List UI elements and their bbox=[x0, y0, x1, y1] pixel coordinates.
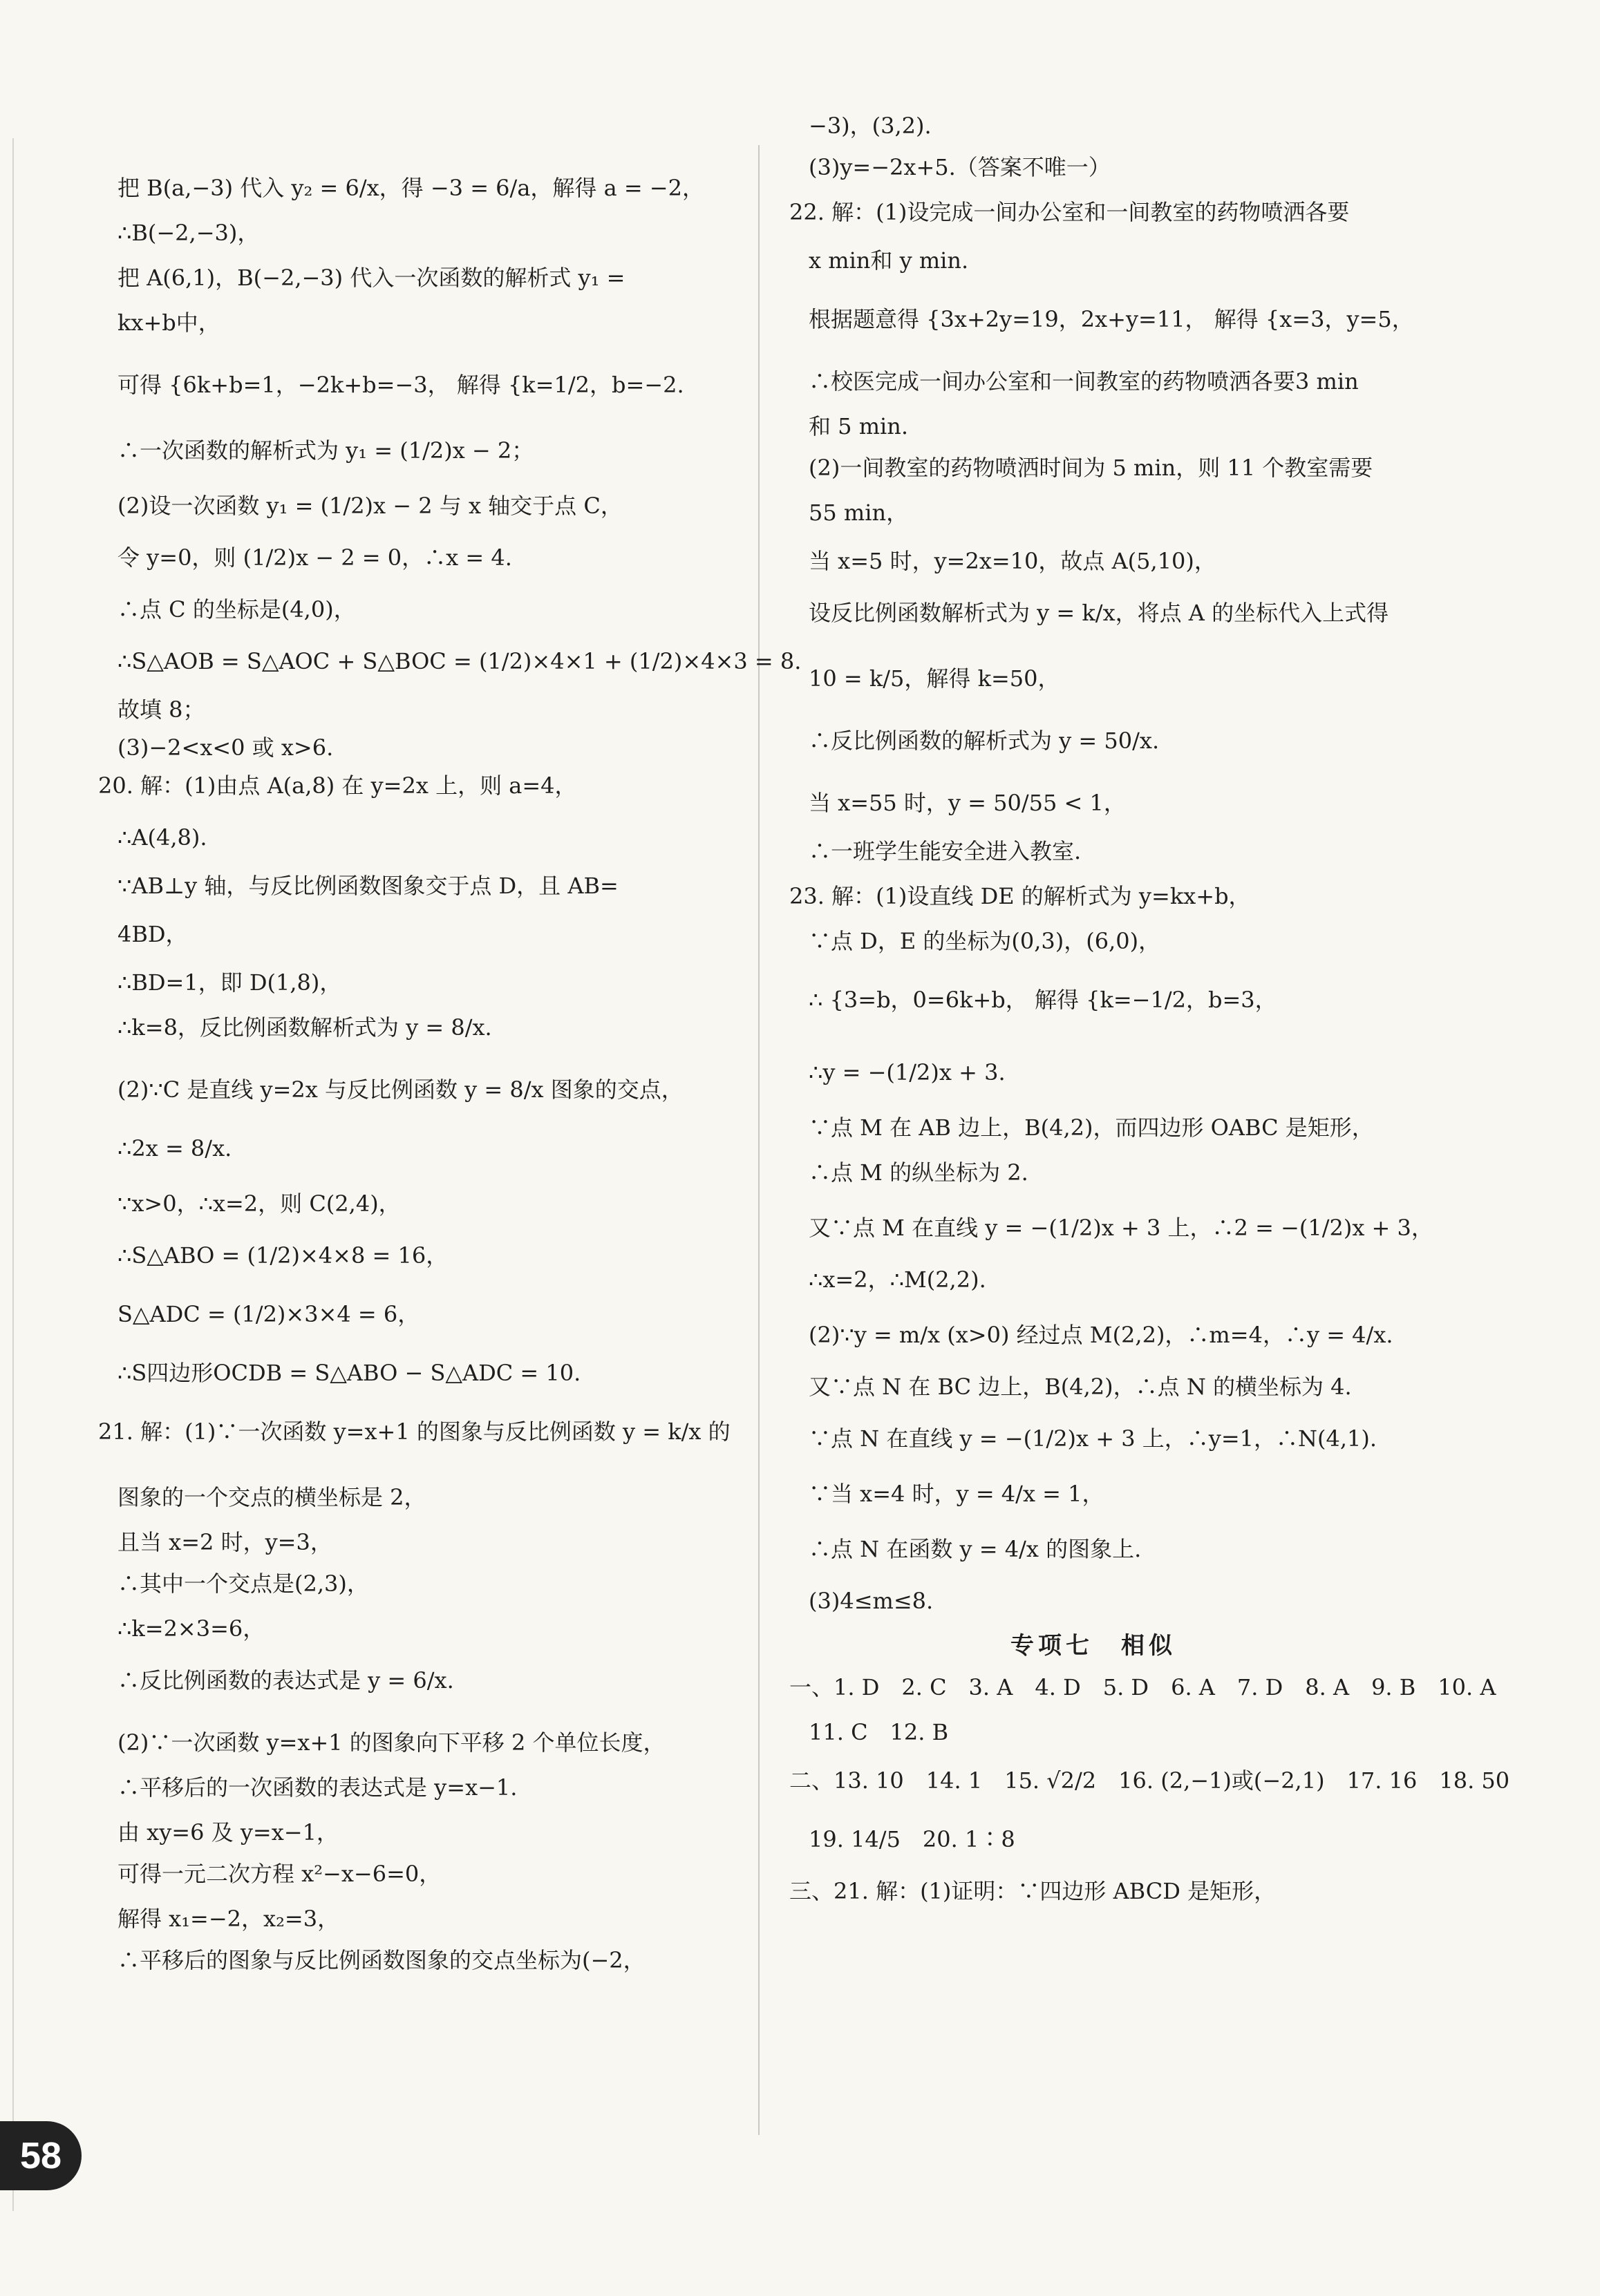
right-line: 10 = k/5，解得 k=50， bbox=[809, 665, 1060, 692]
left-line: (3)−2<x<0 或 x>6. bbox=[117, 734, 334, 761]
left-line: 故填 8； bbox=[117, 696, 205, 723]
right-line: 当 x=5 时，y=2x=10，故点 A(5,10)， bbox=[809, 548, 1216, 574]
left-line: 图象的一个交点的横坐标是 2， bbox=[117, 1484, 426, 1510]
left-line: 且当 x=2 时，y=3， bbox=[117, 1529, 332, 1555]
right-line: (3)4≤m≤8. bbox=[809, 1588, 934, 1614]
page-number-badge bbox=[0, 2121, 82, 2190]
right-line: ∴反比例函数的解析式为 y = 50/x. bbox=[809, 728, 1160, 754]
right-line: 22. 解：(1)设完成一间办公室和一间教室的药物喷洒各要 bbox=[789, 199, 1350, 225]
left-line: 解得 x₁=−2，x₂=3， bbox=[117, 1906, 340, 1932]
right-line: 根据题意得 {3x+2y=19，2x+y=11， 解得 {x=3，y=5， bbox=[809, 306, 1414, 332]
left-line: ∴A(4,8). bbox=[117, 824, 207, 851]
right-line: 一、1. D 2. C 3. A 4. D 5. D 6. A 7. D 8. A 9. B 10. A bbox=[789, 1674, 1496, 1700]
left-line: ∴点 C 的坐标是(4,0)， bbox=[117, 596, 356, 623]
right-line: 又∵点 M 在直线 y = −(1/2)x + 3 上，∴2 = −(1/2)x + 3， bbox=[809, 1215, 1433, 1241]
right-line: 19. 14/5 20. 1∶8 bbox=[809, 1826, 1015, 1852]
left-line: (2)∵C 是直线 y=2x 与反比例函数 y = 8/x 图象的交点， bbox=[117, 1076, 684, 1103]
left-line: ∴反比例函数的表达式是 y = 6/x. bbox=[117, 1667, 454, 1693]
left-line: 可得一元二次方程 x²−x−6=0， bbox=[117, 1861, 442, 1887]
right-line: ∴x=2，∴M(2,2). bbox=[809, 1266, 986, 1293]
left-line: 令 y=0，则 (1/2)x − 2 = 0，∴x = 4. bbox=[117, 544, 512, 571]
right-line: ∵点 D，E 的坐标为(0,3)，(6,0)， bbox=[809, 928, 1161, 954]
left-edge-rule bbox=[12, 138, 14, 2211]
right-line: x min和 y min. bbox=[809, 247, 969, 274]
right-line: 又∵点 N 在 BC 边上，B(4,2)，∴点 N 的横坐标为 4. bbox=[809, 1374, 1352, 1400]
left-line: S△ADC = (1/2)×3×4 = 6， bbox=[117, 1301, 420, 1327]
right-line: (2)一间教室的药物喷洒时间为 5 min，则 11 个教室需要 bbox=[809, 455, 1373, 481]
right-line: ∵当 x=4 时，y = 4/x = 1， bbox=[809, 1481, 1104, 1507]
right-line: ∵点 M 在 AB 边上，B(4,2)，而四边形 OABC 是矩形， bbox=[809, 1114, 1374, 1141]
left-line: 由 xy=6 及 y=x−1， bbox=[117, 1819, 339, 1846]
right-line: 和 5 min. bbox=[809, 413, 909, 439]
left-line: ∴k=2×3=6， bbox=[117, 1615, 265, 1642]
right-line: ∴校医完成一间办公室和一间教室的药物喷洒各要3 min bbox=[809, 368, 1359, 395]
left-line: ∵x>0，∴x=2，则 C(2,4)， bbox=[117, 1190, 401, 1217]
left-line: (2)设一次函数 y₁ = (1/2)x − 2 与 x 轴交于点 C， bbox=[117, 493, 623, 519]
right-line: (3)y=−2x+5.（答案不唯一） bbox=[809, 154, 1111, 180]
right-line: 设反比例函数解析式为 y = k/x，将点 A 的坐标代入上式得 bbox=[809, 600, 1389, 626]
left-line: ∴B(−2,−3)， bbox=[117, 220, 260, 246]
left-line: ∴k=8，反比例函数解析式为 y = 8/x. bbox=[117, 1014, 492, 1041]
left-line: ∴一次函数的解析式为 y₁ = (1/2)x − 2； bbox=[117, 437, 534, 464]
right-line: (2)∵y = m/x (x>0) 经过点 M(2,2)，∴m=4，∴y = 4/x. bbox=[809, 1322, 1393, 1348]
left-line: ∴其中一个交点是(2,3)， bbox=[117, 1571, 369, 1597]
left-line: ∴S△AOB = S△AOC + S△BOC = (1/2)×4×1 + (1/2)×4×3 = 8. bbox=[117, 648, 802, 674]
right-line: −3)，(3,2). bbox=[809, 113, 932, 139]
right-line: ∴y = −(1/2)x + 3. bbox=[809, 1059, 1006, 1085]
right-line: ∵点 N 在直线 y = −(1/2)x + 3 上，∴y=1，∴N(4,1). bbox=[809, 1425, 1377, 1452]
right-line: ∴点 N 在函数 y = 4/x 的图象上. bbox=[809, 1536, 1142, 1562]
left-line: ∴平移后的图象与反比例函数图象的交点坐标为(−2， bbox=[117, 1947, 646, 1973]
left-line: 4BD， bbox=[117, 921, 188, 947]
left-line: (2)∵一次函数 y=x+1 的图象向下平移 2 个单位长度， bbox=[117, 1729, 666, 1756]
page-number: 58 bbox=[19, 2135, 62, 2176]
left-line: ∴S△ABO = (1/2)×4×8 = 16， bbox=[117, 1242, 449, 1269]
right-line: 23. 解：(1)设直线 DE 的解析式为 y=kx+b， bbox=[789, 883, 1251, 909]
left-line: ∵AB⊥y 轴，与反比例函数图象交于点 D，且 AB= bbox=[117, 873, 619, 899]
left-line: kx+b中， bbox=[117, 310, 220, 336]
column-divider bbox=[758, 145, 760, 2135]
right-line: 专项七 相似 bbox=[1010, 1632, 1176, 1660]
right-line: ∴一班学生能安全进入教室. bbox=[809, 838, 1082, 864]
left-line: ∴2x = 8/x. bbox=[117, 1135, 232, 1161]
left-line: 把 B(a,−3) 代入 y₂ = 6/x，得 −3 = 6/a，解得 a = −2， bbox=[117, 175, 704, 201]
left-line: 20. 解：(1)由点 A(a,8) 在 y=2x 上，则 a=4， bbox=[98, 772, 577, 799]
right-line: 55 min， bbox=[809, 500, 909, 526]
right-line: 二、13. 10 14. 1 15. √2/2 16. (2,−1)或(−2,1) 17. 16 18. 50 bbox=[789, 1767, 1510, 1794]
right-line: 三、21. 解：(1)证明：∵四边形 ABCD 是矩形， bbox=[789, 1878, 1277, 1904]
right-line: 11. C 12. B bbox=[809, 1719, 949, 1745]
left-line: 把 A(6,1)，B(−2,−3) 代入一次函数的解析式 y₁ = bbox=[117, 265, 625, 291]
left-line: ∴平移后的一次函数的表达式是 y=x−1. bbox=[117, 1774, 518, 1801]
left-line: 21. 解：(1)∵一次函数 y=x+1 的图象与反比例函数 y = k/x 的 bbox=[98, 1419, 731, 1445]
left-line: 可得 {6k+b=1，−2k+b=−3， 解得 {k=1/2，b=−2. bbox=[117, 372, 684, 398]
right-line: ∴ {3=b，0=6k+b， 解得 {k=−1/2，b=3， bbox=[809, 987, 1277, 1013]
right-line: ∴点 M 的纵坐标为 2. bbox=[809, 1159, 1028, 1186]
left-line: ∴BD=1，即 D(1,8)， bbox=[117, 969, 342, 996]
right-line: 当 x=55 时，y = 50/55 < 1， bbox=[809, 790, 1126, 816]
left-line: ∴S四边形OCDB = S△ABO − S△ADC = 10. bbox=[117, 1360, 581, 1386]
